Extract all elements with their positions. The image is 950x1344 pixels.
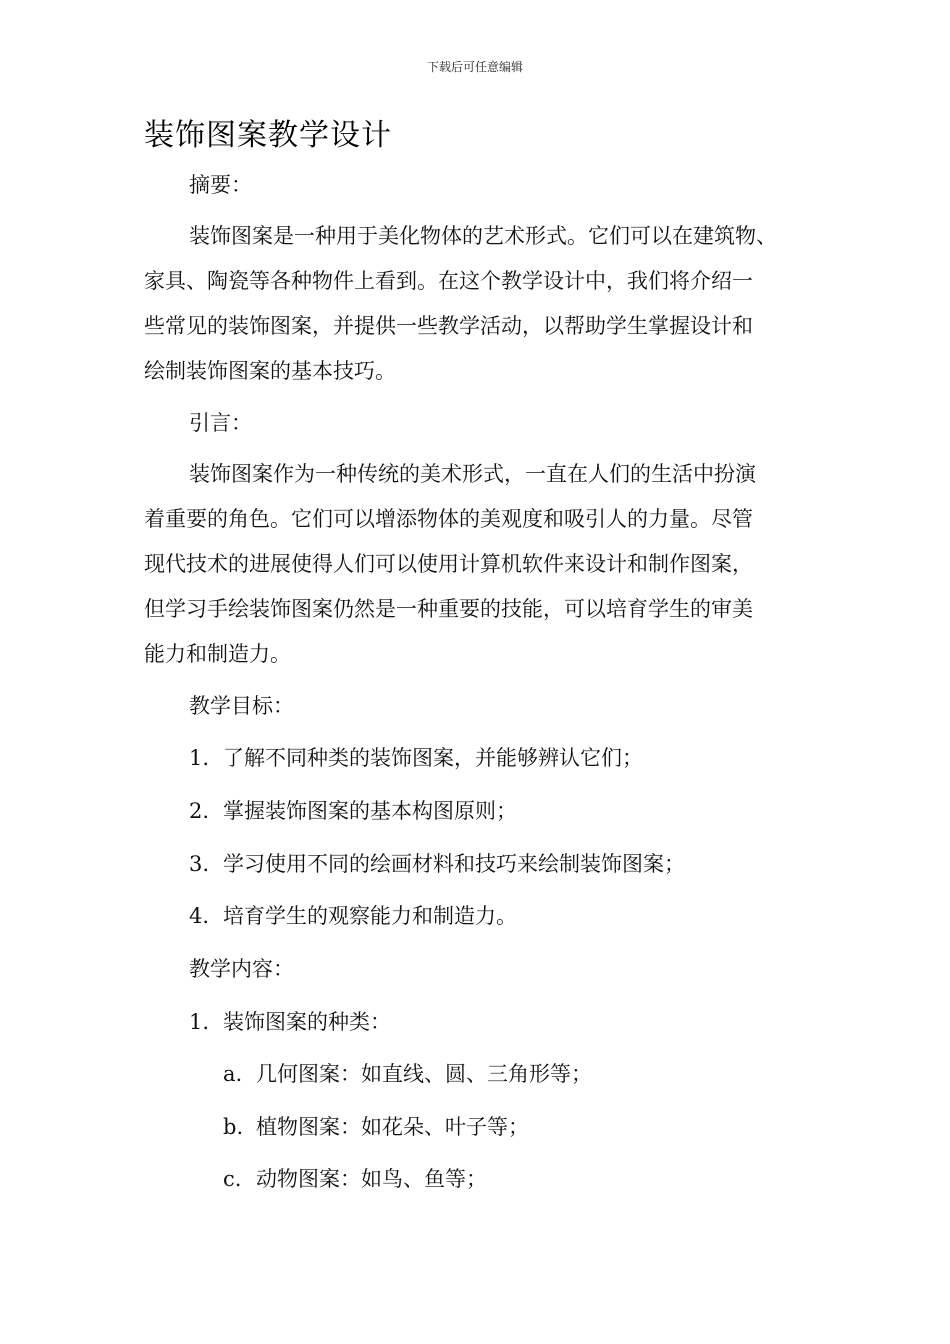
objective-1-text: 了解不同种类的装饰图案，并能够辨认它们； <box>223 746 643 770</box>
content-subitem-a-letter: a. <box>223 1062 243 1086</box>
objective-1-number: 1. <box>189 746 210 770</box>
abstract-line-2: 家具、陶瓷等各种物件上看到。在这个教学设计中，我们将介绍一 <box>144 269 753 293</box>
objective-3-number: 3. <box>189 852 210 876</box>
intro-heading: 引言： <box>189 411 252 435</box>
abstract-line-1: 装饰图案是一种用于美化物体的艺术形式。它们可以在建筑物、 <box>189 224 777 248</box>
objective-4-number: 4. <box>189 904 210 928</box>
objective-2-text: 掌握装饰图案的基本构图原则； <box>223 799 517 823</box>
intro-line-4: 但学习手绘装饰图案仍然是一种重要的技能，可以培育学生的审美 <box>144 597 753 621</box>
objective-4-text: 培育学生的观察能力和制造力。 <box>223 904 517 928</box>
content-item-1-number: 1. <box>189 1010 210 1034</box>
objective-2-number: 2. <box>189 799 210 823</box>
document-title: 装饰图案教学设计 <box>144 118 392 153</box>
content-heading: 教学内容： <box>189 957 294 981</box>
content-subitem-b-text: 植物图案：如花朵、叶子等； <box>256 1115 529 1139</box>
abstract-heading: 摘要： <box>189 173 252 197</box>
content-subitem-a-text: 几何图案：如直线、圆、三角形等； <box>256 1062 592 1086</box>
content-subitem-c-text: 动物图案：如鸟、鱼等； <box>256 1167 487 1191</box>
intro-line-3: 现代技术的进展使得人们可以使用计算机软件来设计和制作图案， <box>144 552 753 576</box>
objective-3-text: 学习使用不同的绘画材料和技巧来绘制装饰图案； <box>223 852 685 876</box>
content-subitem-c-letter: c. <box>223 1167 242 1191</box>
content-subitem-b-letter: b. <box>223 1115 244 1139</box>
abstract-line-4: 绘制装饰图案的基本技巧。 <box>144 359 396 383</box>
intro-line-5: 能力和制造力。 <box>144 642 291 666</box>
objectives-heading: 教学目标： <box>189 694 294 718</box>
intro-line-2: 着重要的角色。它们可以增添物体的美观度和吸引人的力量。尽管 <box>144 507 753 531</box>
intro-line-1: 装饰图案作为一种传统的美术形式，一直在人们的生活中扮演 <box>189 462 756 486</box>
header-note: 下载后可任意编辑 <box>426 60 523 74</box>
abstract-line-3: 些常见的装饰图案，并提供一些教学活动，以帮助学生掌握设计和 <box>144 314 753 338</box>
content-item-1-text: 装饰图案的种类： <box>223 1010 391 1034</box>
